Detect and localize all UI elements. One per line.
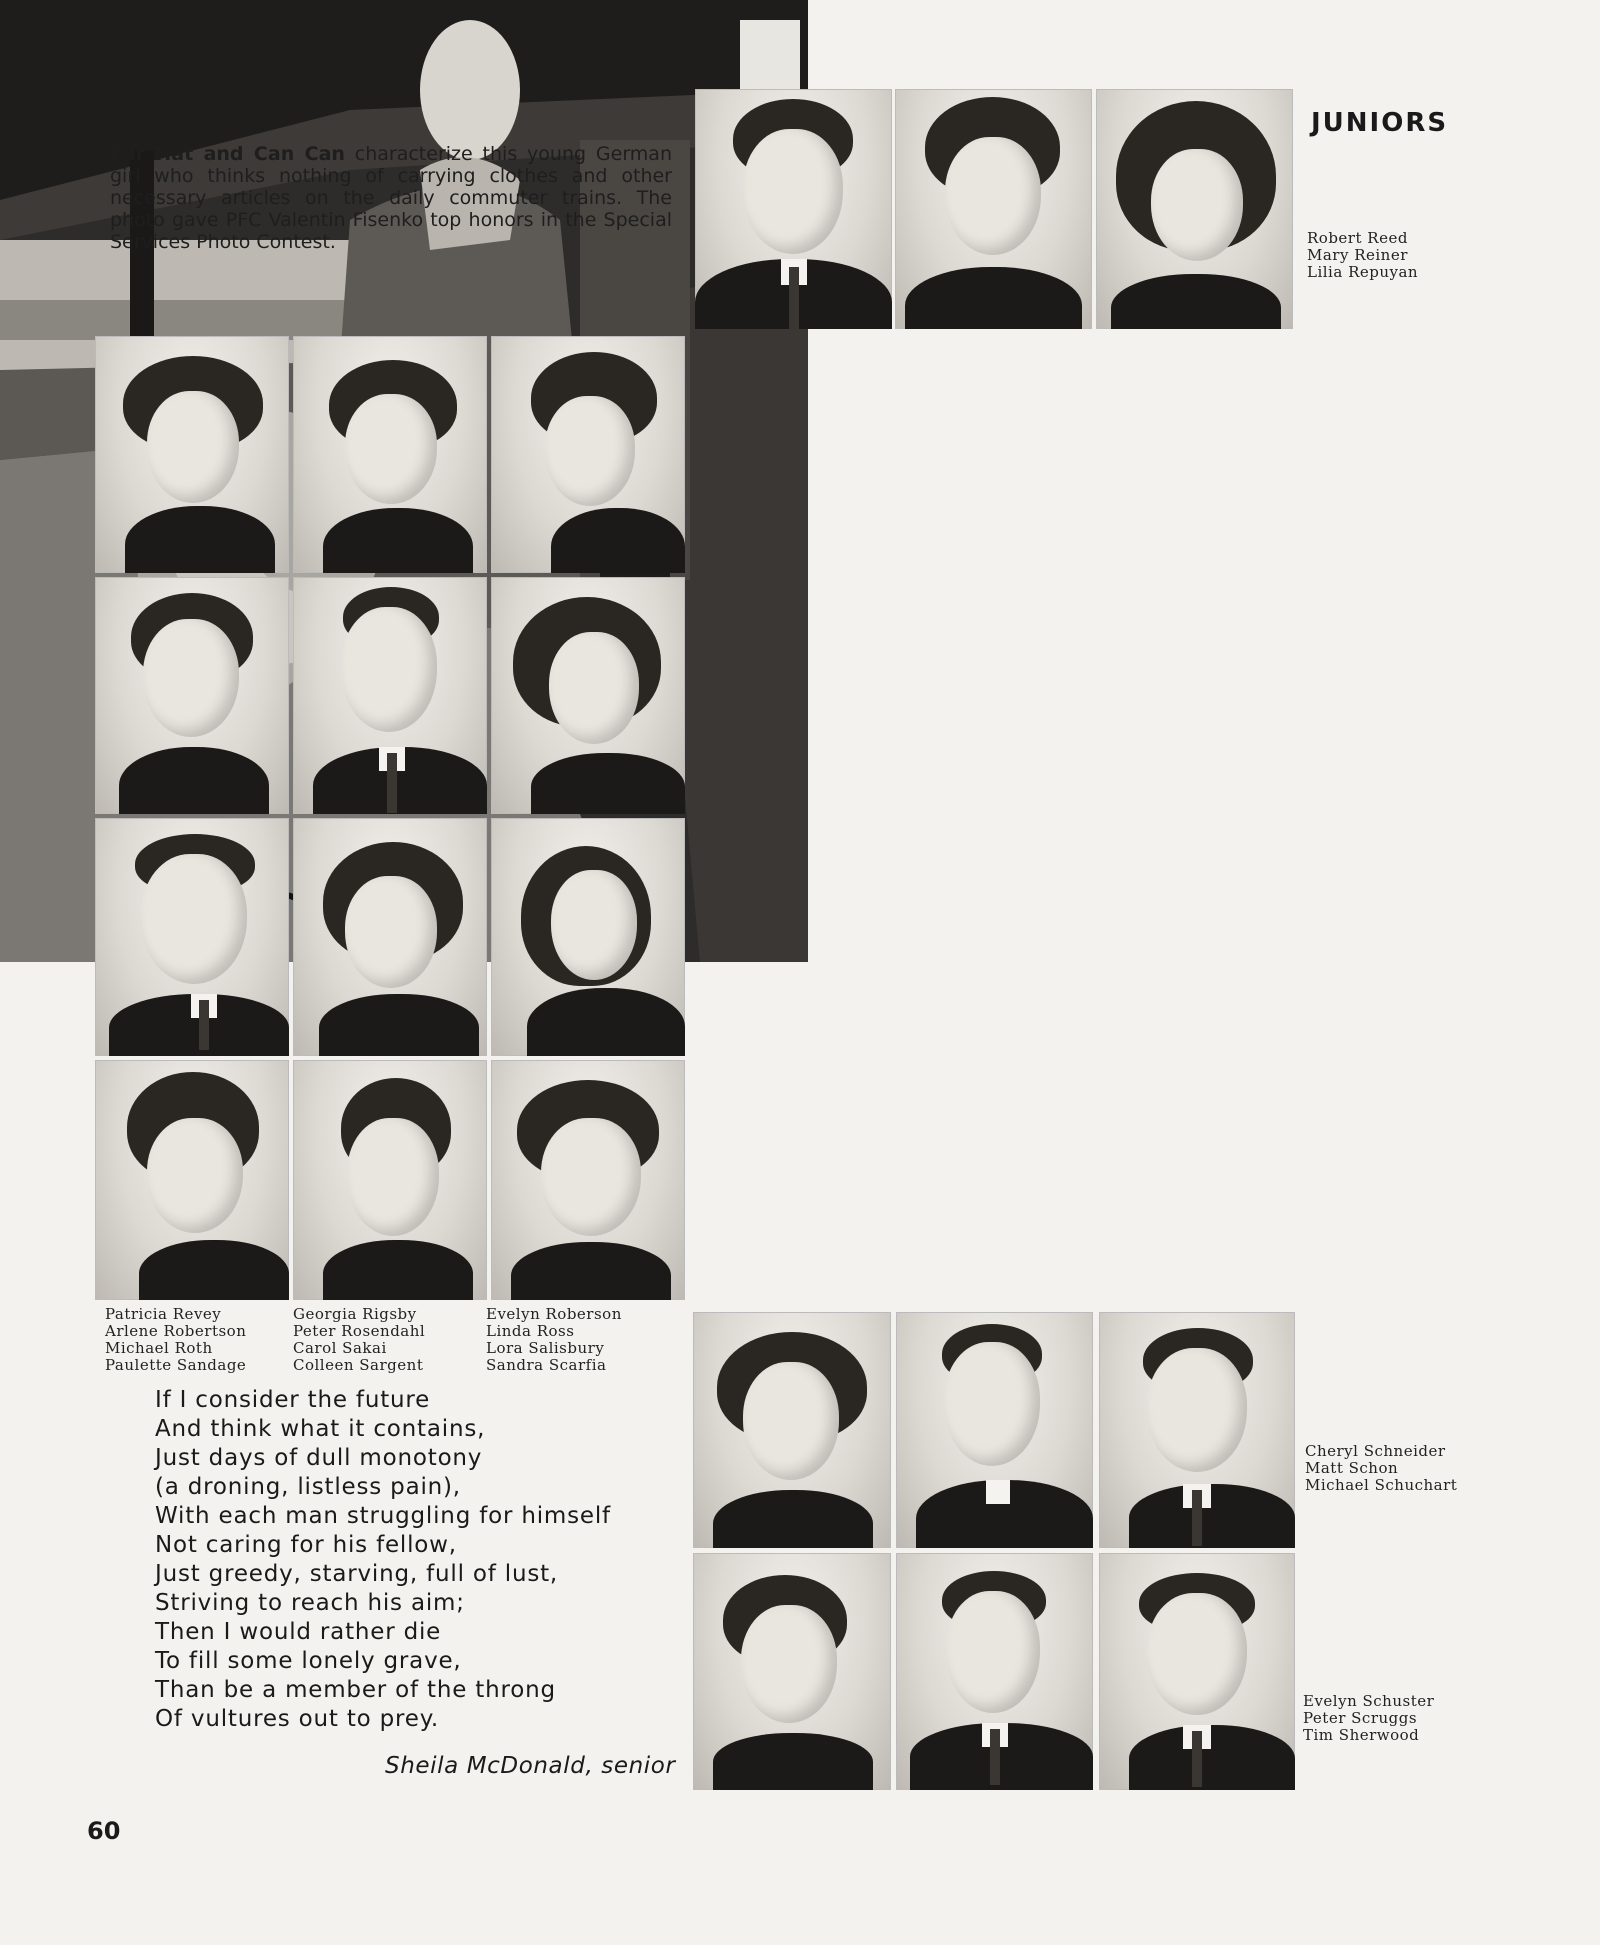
portrait — [491, 1060, 685, 1300]
name-label: Peter Scruggs — [1303, 1709, 1418, 1727]
portrait-peter-scruggs — [896, 1553, 1093, 1790]
portrait-robert-reed — [695, 89, 892, 329]
poem-line: If I consider the future — [155, 1387, 431, 1413]
name-label: Matt Schon — [1305, 1459, 1399, 1477]
name-label: Michael Schuchart — [1305, 1476, 1458, 1494]
name-label: Colleen Sargent — [293, 1356, 424, 1374]
grid-captions-col2 — [293, 1306, 425, 1374]
name-label: Lora Salisbury — [486, 1339, 605, 1357]
poem-line: Than be a member of the throng — [155, 1677, 556, 1703]
intro-text: characterize this young German girl who thinks nothing of carrying clothes and other necessary articles on the daily commuter trains. The photo gave PFC Valentin Fisenko top honors in the Special Services Photo Contest. — [110, 143, 672, 253]
right-captions-1 — [1305, 1443, 1457, 1494]
name-label: Georgia Rigsby — [293, 1305, 417, 1323]
poem-line: Just days of dull monotony — [155, 1445, 483, 1471]
name-label: Mary Reiner — [1307, 246, 1408, 264]
intro-bold: Fur Hat and Can Can — [110, 143, 345, 165]
section-title: JUNIORS — [1311, 108, 1449, 138]
poem-line: Of vultures out to prey. — [155, 1706, 440, 1732]
name-label: Cheryl Schneider — [1305, 1442, 1446, 1460]
portrait — [293, 577, 487, 814]
name-label: Linda Ross — [486, 1322, 575, 1340]
poem-line: Then I would rather die — [155, 1619, 442, 1645]
name-label: Patricia Revey — [105, 1305, 222, 1323]
grid-captions-col3 — [486, 1306, 622, 1374]
poem-line: Just greedy, starving, full of lust, — [155, 1561, 559, 1587]
name-label: Evelyn Schuster — [1303, 1692, 1435, 1710]
top-captions — [1307, 230, 1418, 281]
portrait — [293, 818, 487, 1056]
name-label: Carol Sakai — [293, 1339, 387, 1357]
poem-line: Not caring for his fellow, — [155, 1532, 457, 1558]
portrait-evelyn-schuster — [693, 1553, 891, 1790]
poem — [155, 1386, 611, 1734]
portrait — [491, 577, 685, 814]
name-label: Tim Sherwood — [1303, 1726, 1420, 1744]
name-label: Evelyn Roberson — [486, 1305, 622, 1323]
poem-line: To fill some lonely grave, — [155, 1648, 462, 1674]
portrait — [491, 818, 685, 1056]
name-label: Michael Roth — [105, 1339, 213, 1357]
name-label: Lilia Repuyan — [1307, 263, 1419, 281]
portrait — [95, 577, 289, 814]
poem-line: Striving to reach his aim; — [155, 1590, 465, 1616]
portrait — [293, 1060, 487, 1300]
portrait-lilia-repuyan — [1096, 89, 1293, 329]
portrait-matt-schon — [896, 1312, 1093, 1548]
portrait-cheryl-schneider — [693, 1312, 891, 1548]
poem-attribution: Sheila McDonald, senior — [385, 1753, 676, 1779]
name-label: Arlene Robertson — [105, 1322, 247, 1340]
name-label: Robert Reed — [1307, 229, 1408, 247]
right-captions-2 — [1303, 1693, 1434, 1744]
name-label: Sandra Scarfia — [486, 1356, 607, 1374]
portrait — [95, 818, 289, 1056]
portrait-michael-schuchart — [1099, 1312, 1295, 1548]
portrait-tim-sherwood — [1099, 1553, 1295, 1790]
name-label: Paulette Sandage — [105, 1356, 247, 1374]
poem-line: With each man struggling for himself — [155, 1503, 611, 1529]
name-label: Peter Rosendahl — [293, 1322, 426, 1340]
portrait — [491, 336, 685, 573]
portrait — [293, 336, 487, 573]
portrait — [95, 336, 289, 573]
page-number: 60 — [87, 1817, 121, 1845]
poem-line: And think what it contains, — [155, 1416, 486, 1442]
grid-captions-col1 — [105, 1306, 246, 1374]
portrait-mary-reiner — [895, 89, 1092, 329]
intro-caption — [110, 143, 672, 253]
portrait — [95, 1060, 289, 1300]
poem-line: (a droning, listless pain), — [155, 1474, 461, 1500]
